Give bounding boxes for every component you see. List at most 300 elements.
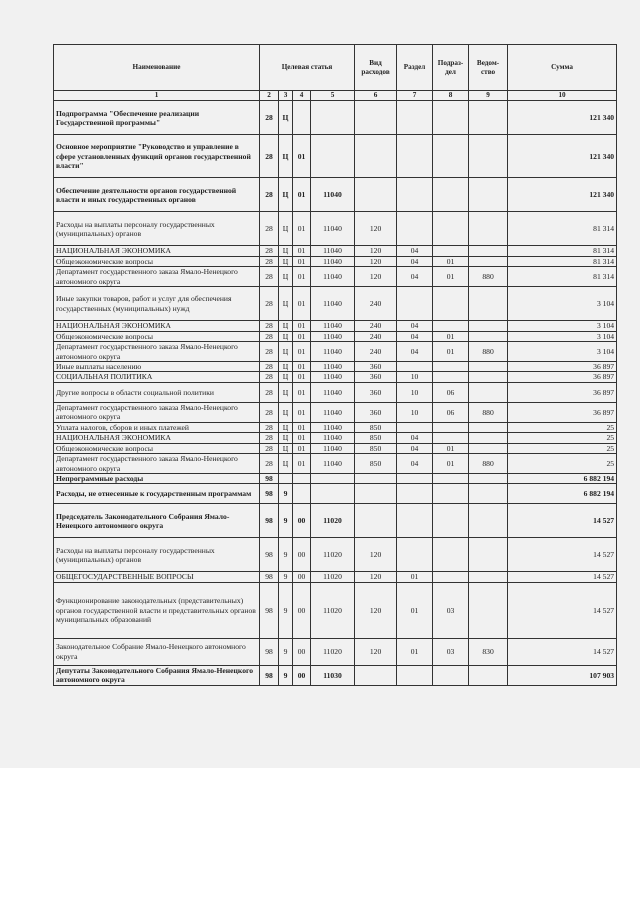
section: 04 (397, 321, 433, 331)
department-code: 880 (469, 267, 508, 287)
subsection (433, 321, 469, 331)
row-name: Основное мероприятие "Руководство и управление в сфере установленных функций органов государственной власти" (54, 135, 260, 178)
row-name: НАЦИОНАЛЬНАЯ ЭКОНОМИКА (54, 321, 260, 331)
department-code (469, 178, 508, 212)
department-code (469, 287, 508, 321)
table-row (54, 135, 617, 178)
row-name: НАЦИОНАЛЬНАЯ ЭКОНОМИКА (54, 433, 260, 443)
row-name: СОЦИАЛЬНАЯ ПОЛИТИКА (54, 372, 260, 382)
target-subprogram: 9 (279, 638, 293, 665)
subsection (433, 538, 469, 572)
target-subprogram: Ц (279, 178, 293, 212)
target-program: 28 (260, 443, 279, 453)
row-sum: 81 314 (508, 256, 617, 266)
table-body (54, 101, 617, 685)
section (397, 287, 433, 321)
department-code (469, 572, 508, 582)
target-subprogram: Ц (279, 331, 293, 341)
table-row (54, 382, 617, 402)
target-activity: 01 (293, 372, 311, 382)
expense-type: 120 (355, 267, 397, 287)
department-code (469, 443, 508, 453)
subsection (433, 362, 469, 372)
table-row (54, 665, 617, 685)
section (397, 484, 433, 504)
target-program: 28 (260, 422, 279, 432)
expense-type: 360 (355, 362, 397, 372)
section: 04 (397, 454, 433, 474)
section: 10 (397, 402, 433, 422)
target-activity: 01 (293, 402, 311, 422)
target-activity: 01 (293, 422, 311, 432)
target-direction: 11040 (311, 331, 355, 341)
row-name: Общеэкономические вопросы (54, 331, 260, 341)
department-code (469, 538, 508, 572)
target-direction: 11040 (311, 256, 355, 266)
target-direction: 11040 (311, 287, 355, 321)
section (397, 135, 433, 178)
target-program: 98 (260, 665, 279, 685)
section (397, 538, 433, 572)
subsection (433, 422, 469, 432)
expense-type: 360 (355, 402, 397, 422)
row-sum: 3 104 (508, 342, 617, 362)
subsection: 06 (433, 402, 469, 422)
expense-type: 360 (355, 382, 397, 402)
expense-type: 240 (355, 287, 397, 321)
department-code: 830 (469, 638, 508, 665)
target-subprogram: Ц (279, 267, 293, 287)
target-direction: 11040 (311, 433, 355, 443)
target-subprogram: 9 (279, 572, 293, 582)
subsection (433, 433, 469, 443)
row-sum: 3 104 (508, 331, 617, 341)
table-row (54, 433, 617, 443)
department-code: 880 (469, 454, 508, 474)
subsection: 01 (433, 342, 469, 362)
subsection: 01 (433, 454, 469, 474)
expense-type: 120 (355, 538, 397, 572)
target-direction: 11040 (311, 267, 355, 287)
department-code (469, 474, 508, 484)
table-row (54, 342, 617, 362)
target-direction: 11020 (311, 504, 355, 538)
target-activity: 00 (293, 638, 311, 665)
target-direction: 11040 (311, 178, 355, 212)
section: 01 (397, 572, 433, 582)
subsection (433, 665, 469, 685)
department-code: 880 (469, 342, 508, 362)
target-direction: 11040 (311, 443, 355, 453)
subsection: 03 (433, 638, 469, 665)
row-name: Департамент государственного заказа Ямало-Ненецкого автономного округа (54, 454, 260, 474)
row-sum: 25 (508, 422, 617, 432)
target-program: 28 (260, 402, 279, 422)
row-name: Законодательное Собрание Ямало-Ненецкого автономного округа (54, 638, 260, 665)
expense-type: 850 (355, 433, 397, 443)
budget-table (53, 44, 617, 686)
department-code (469, 362, 508, 372)
target-subprogram: Ц (279, 256, 293, 266)
department-code (469, 504, 508, 538)
header-department: Ведом-ство (469, 45, 508, 91)
table-row (54, 256, 617, 266)
table-row (54, 331, 617, 341)
section (397, 504, 433, 538)
target-program: 28 (260, 362, 279, 372)
row-sum: 36 897 (508, 402, 617, 422)
row-name: Иные выплаты населению (54, 362, 260, 372)
expense-type: 240 (355, 342, 397, 362)
subsection (433, 212, 469, 246)
target-subprogram: 9 (279, 504, 293, 538)
column-number: 2 (260, 91, 279, 101)
expense-type: 240 (355, 321, 397, 331)
target-direction: 11040 (311, 212, 355, 246)
target-direction (311, 474, 355, 484)
header-section: Раздел (397, 45, 433, 91)
target-program: 98 (260, 582, 279, 638)
header-subsection: Подраз-дел (433, 45, 469, 91)
target-program: 28 (260, 433, 279, 443)
target-subprogram: 9 (279, 538, 293, 572)
target-activity (293, 484, 311, 504)
expense-type (355, 484, 397, 504)
row-name: Уплата налогов, сборов и иных платежей (54, 422, 260, 432)
department-code (469, 484, 508, 504)
target-program: 28 (260, 256, 279, 266)
target-activity (293, 101, 311, 135)
expense-type: 120 (355, 256, 397, 266)
table-row (54, 572, 617, 582)
header-name: Наименование (54, 45, 260, 91)
header-target-article: Целевая статья (260, 45, 355, 91)
table-row (54, 267, 617, 287)
target-direction: 11040 (311, 454, 355, 474)
target-direction: 11020 (311, 638, 355, 665)
expense-type (355, 135, 397, 178)
department-code (469, 256, 508, 266)
target-program: 98 (260, 504, 279, 538)
expense-type: 850 (355, 443, 397, 453)
expense-type: 120 (355, 582, 397, 638)
target-activity: 01 (293, 342, 311, 362)
row-name: ОБЩЕГОСУДАРСТВЕННЫЕ ВОПРОСЫ (54, 572, 260, 582)
target-program: 28 (260, 212, 279, 246)
header-sum: Сумма (508, 45, 617, 91)
target-direction (311, 484, 355, 504)
header-expense-type: Вид расходов (355, 45, 397, 91)
expense-type: 240 (355, 331, 397, 341)
target-direction: 11030 (311, 665, 355, 685)
section: 01 (397, 638, 433, 665)
section: 04 (397, 267, 433, 287)
target-direction: 11040 (311, 422, 355, 432)
section: 04 (397, 246, 433, 256)
row-name: Расходы на выплаты персоналу государственных (муниципальных) органов (54, 212, 260, 246)
target-activity: 01 (293, 443, 311, 453)
subsection: 01 (433, 443, 469, 453)
expense-type: 850 (355, 454, 397, 474)
section (397, 101, 433, 135)
target-direction: 11020 (311, 582, 355, 638)
row-sum: 36 897 (508, 382, 617, 402)
subsection: 01 (433, 267, 469, 287)
target-subprogram (279, 474, 293, 484)
section (397, 362, 433, 372)
target-direction: 11020 (311, 572, 355, 582)
target-activity: 01 (293, 135, 311, 178)
target-direction: 11040 (311, 342, 355, 362)
target-direction: 11040 (311, 362, 355, 372)
column-number-row (54, 91, 617, 101)
section: 04 (397, 433, 433, 443)
target-subprogram: Ц (279, 212, 293, 246)
target-activity: 00 (293, 582, 311, 638)
department-code (469, 101, 508, 135)
target-activity: 01 (293, 433, 311, 443)
target-activity: 01 (293, 287, 311, 321)
row-name: Непрограммные расходы (54, 474, 260, 484)
row-name: Департамент государственного заказа Ямало-Ненецкого автономного округа (54, 402, 260, 422)
target-subprogram: Ц (279, 321, 293, 331)
row-name: Расходы, не отнесенные к государственным программам (54, 484, 260, 504)
section (397, 212, 433, 246)
table-row (54, 246, 617, 256)
expense-type: 850 (355, 422, 397, 432)
table-row (54, 443, 617, 453)
target-subprogram: Ц (279, 372, 293, 382)
table-row (54, 454, 617, 474)
section: 04 (397, 443, 433, 453)
subsection: 03 (433, 582, 469, 638)
expense-type: 120 (355, 572, 397, 582)
column-number: 3 (279, 91, 293, 101)
table-row (54, 538, 617, 572)
row-sum: 81 314 (508, 246, 617, 256)
department-code: 880 (469, 402, 508, 422)
table-row (54, 101, 617, 135)
target-activity: 01 (293, 331, 311, 341)
column-number: 5 (311, 91, 355, 101)
column-number: 1 (54, 91, 260, 101)
table-row (54, 638, 617, 665)
row-name: Департамент государственного заказа Ямало-Ненецкого автономного округа (54, 342, 260, 362)
target-direction: 11040 (311, 402, 355, 422)
target-program: 28 (260, 454, 279, 474)
target-program: 28 (260, 246, 279, 256)
target-program: 28 (260, 342, 279, 362)
target-program: 28 (260, 101, 279, 135)
target-direction (311, 101, 355, 135)
row-name: Подпрограмма "Обеспечение реализации Государственной программы" (54, 101, 260, 135)
section (397, 665, 433, 685)
table-row (54, 504, 617, 538)
row-name: Другие вопросы в области социальной политики (54, 382, 260, 402)
row-sum: 36 897 (508, 372, 617, 382)
column-number: 9 (469, 91, 508, 101)
column-number: 7 (397, 91, 433, 101)
section (397, 178, 433, 212)
section: 04 (397, 342, 433, 362)
row-sum: 81 314 (508, 212, 617, 246)
row-sum: 25 (508, 454, 617, 474)
section: 10 (397, 372, 433, 382)
target-subprogram: 9 (279, 665, 293, 685)
department-code (469, 135, 508, 178)
expense-type: 120 (355, 638, 397, 665)
row-sum: 121 340 (508, 135, 617, 178)
target-program: 98 (260, 474, 279, 484)
row-sum: 3 104 (508, 287, 617, 321)
row-name: Иные закупки товаров, работ и услуг для обеспечения государственных (муниципальных) нужд (54, 287, 260, 321)
row-name: Председатель Законодательного Собрания Ямало-Ненецкого автономного округа (54, 504, 260, 538)
department-code (469, 422, 508, 432)
department-code (469, 382, 508, 402)
target-subprogram: Ц (279, 402, 293, 422)
row-name: НАЦИОНАЛЬНАЯ ЭКОНОМИКА (54, 246, 260, 256)
subsection (433, 101, 469, 135)
column-number: 10 (508, 91, 617, 101)
target-direction: 11040 (311, 321, 355, 331)
row-name: Общеэкономические вопросы (54, 443, 260, 453)
target-activity: 00 (293, 504, 311, 538)
row-sum: 81 314 (508, 267, 617, 287)
target-activity: 00 (293, 665, 311, 685)
target-program: 28 (260, 287, 279, 321)
target-subprogram: Ц (279, 422, 293, 432)
subsection (433, 484, 469, 504)
row-sum: 121 340 (508, 178, 617, 212)
target-activity: 01 (293, 256, 311, 266)
section (397, 474, 433, 484)
department-code (469, 321, 508, 331)
target-activity: 01 (293, 246, 311, 256)
table-row (54, 422, 617, 432)
subsection (433, 504, 469, 538)
target-subprogram: Ц (279, 246, 293, 256)
row-sum: 14 527 (508, 638, 617, 665)
row-sum: 36 897 (508, 362, 617, 372)
expense-type (355, 504, 397, 538)
target-activity: 01 (293, 362, 311, 372)
section (397, 422, 433, 432)
target-program: 28 (260, 267, 279, 287)
row-sum: 14 527 (508, 538, 617, 572)
subsection: 06 (433, 382, 469, 402)
target-subprogram: Ц (279, 362, 293, 372)
target-direction: 11020 (311, 538, 355, 572)
target-direction (311, 135, 355, 178)
department-code (469, 582, 508, 638)
target-program: 28 (260, 331, 279, 341)
expense-type (355, 665, 397, 685)
subsection: 01 (433, 256, 469, 266)
table-row (54, 362, 617, 372)
target-subprogram: Ц (279, 443, 293, 453)
department-code (469, 212, 508, 246)
row-name: Депутаты Законодательного Собрания Ямало-Ненецкого автономного округа (54, 665, 260, 685)
table-row (54, 474, 617, 484)
section: 04 (397, 331, 433, 341)
column-number: 4 (293, 91, 311, 101)
table-row (54, 372, 617, 382)
target-activity (293, 474, 311, 484)
row-sum: 121 340 (508, 101, 617, 135)
subsection (433, 474, 469, 484)
table-row (54, 321, 617, 331)
column-number: 6 (355, 91, 397, 101)
subsection (433, 572, 469, 582)
table-row (54, 484, 617, 504)
target-activity: 01 (293, 178, 311, 212)
target-program: 28 (260, 382, 279, 402)
target-activity: 00 (293, 572, 311, 582)
table-row (54, 402, 617, 422)
department-code (469, 665, 508, 685)
target-program: 98 (260, 538, 279, 572)
target-activity: 00 (293, 538, 311, 572)
expense-type (355, 101, 397, 135)
target-program: 98 (260, 572, 279, 582)
table-row (54, 212, 617, 246)
target-activity: 01 (293, 454, 311, 474)
expense-type (355, 178, 397, 212)
subsection (433, 372, 469, 382)
target-subprogram: Ц (279, 382, 293, 402)
row-name: Расходы на выплаты персоналу государственных (муниципальных) органов (54, 538, 260, 572)
header-row (54, 45, 617, 91)
department-code (469, 246, 508, 256)
target-subprogram: Ц (279, 287, 293, 321)
target-direction: 11040 (311, 382, 355, 402)
row-name: Общеэкономические вопросы (54, 256, 260, 266)
subsection (433, 287, 469, 321)
row-sum: 25 (508, 443, 617, 453)
department-code (469, 331, 508, 341)
row-name: Обеспечение деятельности органов государственной власти и иных государственных органов (54, 178, 260, 212)
expense-type (355, 474, 397, 484)
target-activity: 01 (293, 382, 311, 402)
target-program: 28 (260, 372, 279, 382)
target-program: 28 (260, 178, 279, 212)
target-program: 28 (260, 321, 279, 331)
subsection (433, 178, 469, 212)
expense-type: 120 (355, 246, 397, 256)
expense-type: 120 (355, 212, 397, 246)
row-name: Департамент государственного заказа Ямало-Ненецкого автономного округа (54, 267, 260, 287)
row-sum: 14 527 (508, 582, 617, 638)
row-sum: 14 527 (508, 504, 617, 538)
row-sum: 107 903 (508, 665, 617, 685)
target-subprogram: Ц (279, 135, 293, 178)
target-subprogram: 9 (279, 582, 293, 638)
target-subprogram: Ц (279, 433, 293, 443)
target-direction: 11040 (311, 372, 355, 382)
subsection (433, 135, 469, 178)
target-subprogram: Ц (279, 454, 293, 474)
table-row (54, 178, 617, 212)
target-subprogram: 9 (279, 484, 293, 504)
target-program: 98 (260, 484, 279, 504)
target-activity: 01 (293, 212, 311, 246)
row-sum: 6 882 194 (508, 474, 617, 484)
target-activity: 01 (293, 267, 311, 287)
table-row (54, 287, 617, 321)
table-row (54, 582, 617, 638)
target-subprogram: Ц (279, 342, 293, 362)
row-name: Функционирование законодательных (представительных) органов государственной власти и представительных органов муниципальных образований (54, 582, 260, 638)
